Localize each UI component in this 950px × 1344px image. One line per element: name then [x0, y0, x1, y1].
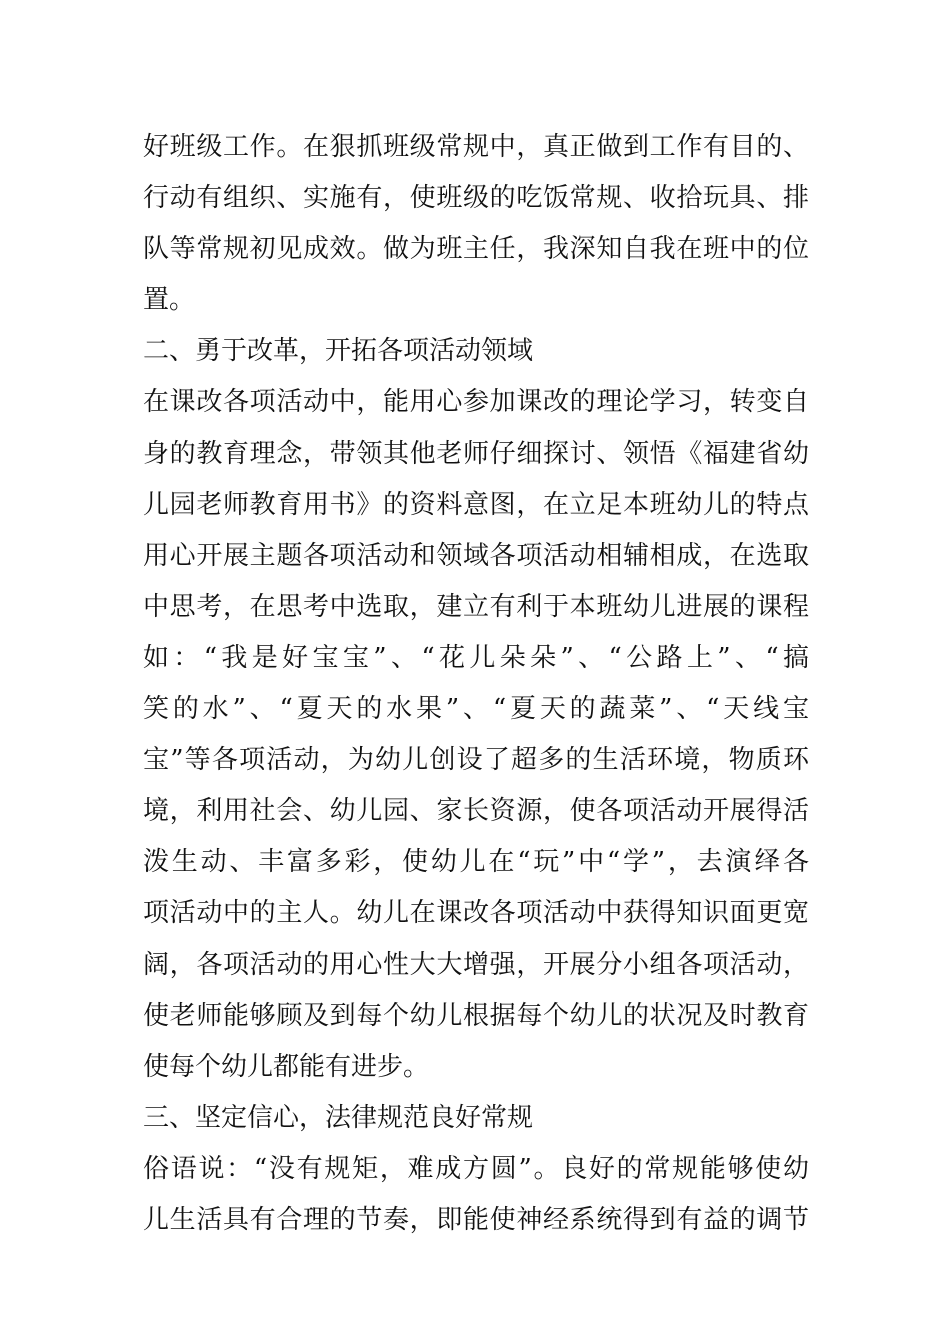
- text-line: 宝”等各项活动，为幼儿创设了超多的生活环境，物质环: [143, 745, 809, 776]
- text-line: 使老师能够顾及到每个幼儿根据每个幼儿的状况及时教育: [143, 1000, 809, 1031]
- text-line: 中思考，在思考中选取，建立有利于本班幼儿进展的课程: [143, 591, 809, 622]
- text-line: 用心开展主题各项活动和领域各项活动相辅相成，在选取: [143, 540, 809, 571]
- body-text: [143, 122, 809, 1246]
- text-line: 境，利用社会、幼儿园、家长资源，使各项活动开展得活: [143, 796, 809, 827]
- text-line: 好班级工作。在狠抓班级常规中，真正做到工作有目的、: [143, 132, 809, 162]
- text-line: 项活动中的主人。幼儿在课改各项活动中获得知识面更宽: [143, 898, 809, 929]
- section-heading: 三、坚定信心，法律规范良好常规: [143, 1102, 534, 1133]
- text-line: 儿生活具有合理的节奏，即能使神经系统得到有益的调节: [143, 1204, 809, 1235]
- text-line: 泼生动、丰富多彩，使幼儿在“玩”中“学”，去演绎各: [143, 847, 809, 878]
- text-line: 置。: [143, 285, 196, 316]
- text-line: 俗语说：“没有规矩，难成方圆”。良好的常规能够使幼: [143, 1153, 809, 1184]
- text-line: 使每个幼儿都能有进步。: [143, 1051, 430, 1082]
- text-line: 在课改各项活动中，能用心参加课改的理论学习，转变自: [143, 387, 809, 418]
- text-line: 行动有组织、实施有，使班级的吃饭常规、收拾玩具、排: [143, 183, 809, 214]
- text-line: 儿园老师教育用书》的资料意图，在立足本班幼儿的特点: [143, 489, 809, 520]
- text-line: 队等常规初见成效。做为班主任，我深知自我在班中的位: [143, 234, 809, 265]
- text-line: 阔，各项活动的用心性大大增强，开展分小组各项活动，: [143, 949, 809, 980]
- text-line: 笑的水”、“夏天的水果”、“夏天的蔬菜”、“天线宝: [143, 694, 809, 725]
- text-line: 身的教育理念，带领其他老师仔细探讨、领悟《福建省幼: [143, 438, 809, 469]
- text-line: 如：“我是好宝宝”、“花儿朵朵”、“公路上”、“搞: [143, 642, 809, 673]
- section-heading: 二、勇于改革，开拓各项活动领域: [143, 336, 534, 367]
